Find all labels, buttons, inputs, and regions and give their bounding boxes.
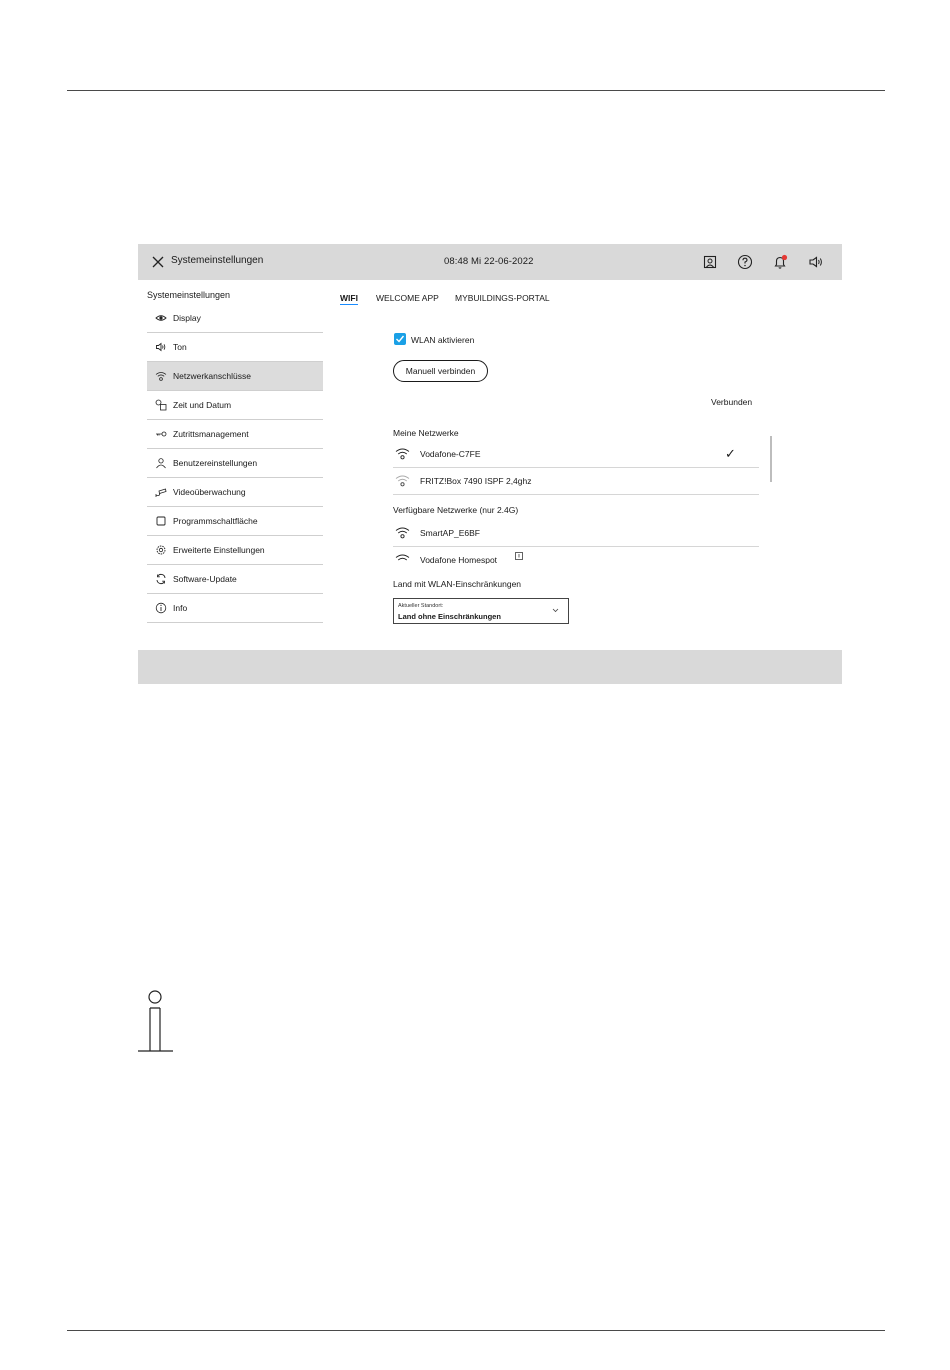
- sidebar-item-erweiterte-einstellungen[interactable]: [147, 536, 323, 565]
- sidebar-item-label: Erweiterte Einstellungen: [173, 545, 265, 555]
- network-list-scrollbar[interactable]: [770, 436, 772, 482]
- footer-rule: [67, 1330, 885, 1331]
- wifi-icon: [155, 370, 167, 382]
- country-restriction-label: Land mit WLAN-Einschränkungen: [393, 579, 522, 589]
- key-icon: [155, 428, 167, 440]
- available-networks-heading: Verfügbare Netzwerke (nur 2.4G): [393, 505, 519, 515]
- clock-calendar-icon: [155, 399, 167, 411]
- sidebar-item-info[interactable]: [147, 594, 323, 623]
- user-icon: [155, 457, 167, 469]
- sidebar-item-benutzereinstellungen[interactable]: [147, 449, 323, 478]
- sidebar-item-label: Display: [173, 313, 201, 323]
- bottom-bar: [138, 650, 842, 684]
- wifi-icon: [395, 526, 410, 539]
- network-name: FRITZ!Box 7490 ISPF 2,4ghz: [420, 476, 532, 486]
- network-row[interactable]: [393, 468, 759, 495]
- sidebar-item-videoueberwachung[interactable]: [147, 478, 323, 507]
- gear-icon: [155, 544, 167, 556]
- sidebar-item-label: Ton: [173, 342, 187, 352]
- sidebar-item-software-update[interactable]: [147, 565, 323, 594]
- network-name: SmartAP_E6BF: [420, 528, 480, 538]
- sidebar-item-label: Zutrittsmanagement: [173, 429, 249, 439]
- sidebar-item-label: Netzwerkanschlüsse: [173, 371, 251, 381]
- top-bar: [138, 244, 842, 280]
- my-networks-heading: Meine Netzwerke: [393, 428, 459, 438]
- sidebar-heading: Systemeinstellungen: [147, 290, 231, 300]
- sidebar-item-programmschaltflaeche[interactable]: [147, 507, 323, 536]
- sidebar-item-label: Programmschaltfläche: [173, 516, 258, 526]
- active-tab-indicator: [340, 304, 358, 305]
- sidebar-item-label: Benutzereinstellungen: [173, 458, 258, 468]
- select-value: Land ohne Einschränkungen: [398, 612, 501, 621]
- eye-icon: [155, 312, 167, 324]
- sidebar-item-zutrittsmanagement[interactable]: [147, 420, 323, 449]
- network-row[interactable]: [393, 520, 759, 547]
- chevron-down-icon: [552, 608, 559, 613]
- notification-dot: [782, 255, 787, 260]
- sidebar-item-netzwerkanschluesse[interactable]: [147, 362, 323, 391]
- sidebar: [147, 304, 323, 623]
- sidebar-item-zeit-und-datum[interactable]: [147, 391, 323, 420]
- wlan-enable-checkbox[interactable]: [394, 333, 406, 345]
- bell-icon[interactable]: [771, 253, 789, 271]
- info-note-icon: [138, 990, 174, 1054]
- sidebar-item-label: Zeit und Datum: [173, 400, 232, 410]
- network-row[interactable]: [393, 441, 759, 468]
- select-caption: Aktueller Standort:: [398, 603, 444, 609]
- close-icon[interactable]: [150, 254, 166, 270]
- sidebar-item-display[interactable]: [147, 304, 323, 333]
- sidebar-item-label: Info: [173, 603, 188, 613]
- wlan-enable-label: WLAN aktivieren: [411, 335, 475, 345]
- wifi-icon: [395, 553, 410, 564]
- connected-checkmark-icon: ✓: [725, 446, 736, 461]
- window-title: Systemeinstellungen: [171, 255, 264, 266]
- wifi-weak-icon: [395, 474, 410, 487]
- network-list[interactable]: [393, 434, 773, 564]
- sidebar-item-label: Videoüberwachung: [173, 487, 246, 497]
- wifi-icon: [395, 447, 410, 460]
- network-name: Vodafone-C7FE: [420, 449, 481, 459]
- lock-icon: [515, 552, 523, 560]
- datetime-display: 08:48 Mi 22-06-2022: [444, 256, 534, 267]
- sidebar-item-label: Software-Update: [173, 574, 237, 584]
- checkmark-icon: [395, 334, 405, 344]
- sidebar-item-ton[interactable]: [147, 333, 323, 362]
- connected-column-label: Verbunden: [711, 397, 753, 407]
- refresh-icon: [155, 573, 167, 585]
- network-name: Vodafone Homespot: [420, 555, 498, 564]
- header-rule: [67, 90, 885, 91]
- tab-welcome-app[interactable]: WELCOME APP: [376, 293, 439, 303]
- speaker-icon[interactable]: [807, 253, 825, 271]
- user-frame-icon[interactable]: [701, 253, 719, 271]
- tab-wifi[interactable]: WIFI: [340, 293, 358, 303]
- help-icon[interactable]: [736, 253, 754, 271]
- info-icon: [155, 602, 167, 614]
- camera-icon: [155, 486, 167, 498]
- settings-screen: [138, 244, 842, 684]
- speaker-icon: [155, 341, 167, 353]
- square-icon: [155, 515, 167, 527]
- country-select[interactable]: [393, 598, 569, 624]
- manual-connect-button[interactable]: Manuell verbinden: [393, 360, 488, 382]
- tab-mybuildings-portal[interactable]: MYBUILDINGS-PORTAL: [455, 293, 550, 303]
- network-row[interactable]: [393, 547, 759, 564]
